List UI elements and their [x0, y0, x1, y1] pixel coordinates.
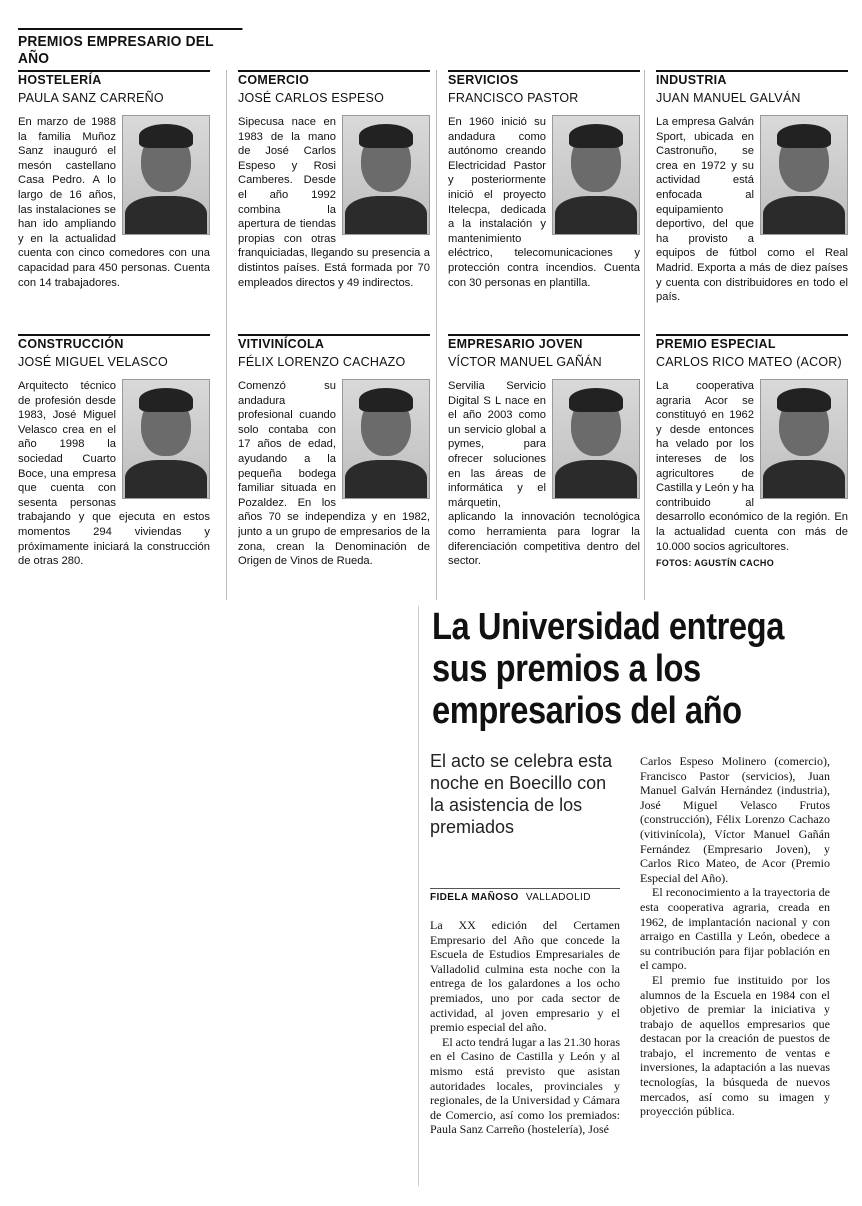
award-card-industria [656, 70, 848, 322]
award-description: La cooperativa agraria Acor se constituyó en 1962 y desde entonces ha velado por los intereses de los agricultores de Castilla y León y ha contribuido al desarrollo económico de la región. En la actualidad cuenta con más de 10.000 socios agricultores. [656, 380, 848, 553]
award-card-construccion [18, 334, 210, 586]
winner-photo [552, 379, 640, 499]
award-category: PREMIO ESPECIAL [656, 334, 848, 351]
column-divider [226, 70, 227, 600]
winner-photo [760, 115, 848, 235]
award-description: Servilia Servicio Digital S L nace en el año 2003 como un servicio global a pymes, para ofrecer soluciones en las áreas de informática y el márquetin, aplicando la innovación tecnológica como herramienta para lograr la diferenciación competitiva dentro del sector. [448, 380, 640, 568]
article-headline: La Universidad entrega sus premios a los empresarios del año [432, 606, 784, 732]
award-description: Arquitecto técnico de profesión desde 1983, José Miguel Velasco crea en el año 1998 la sociedad Cuarto Boce, una empresa que cuenta con sesenta personas trabajando y que ejecuta en estos momentos 294 viviendas y próximamente iniciará la construcción de otras 280. [18, 380, 210, 568]
article-paragraph: El reconocimiento a la trayectoria de esta cooperativa agraria, creada en 1962, de implantación nacional y con arraigo en Castilla y León, obedece a su contribución para fijar población en el campo. [640, 885, 830, 973]
article-column-right [640, 754, 830, 1119]
award-category: SERVICIOS [448, 70, 640, 87]
column-divider [436, 70, 437, 600]
award-card-hosteleria [18, 70, 210, 322]
award-category: INDUSTRIA [656, 70, 848, 87]
winner-photo [342, 379, 430, 499]
award-description: En marzo de 1988 la familia Muñoz Sanz inauguró el mesón castellano Casa Pedro. A lo largo de 16 años, las instalaciones se han ido ampliando y en la actualidad cuenta con cinco comedores con una capacidad para 450 personas. Cuenta con 14 trabajadores. [18, 116, 210, 289]
section-title: PREMIOS EMPRESARIO DEL AÑO [18, 28, 242, 67]
award-category: EMPRESARIO JOVEN [448, 334, 640, 351]
awards-grid [0, 66, 862, 602]
winner-photo [552, 115, 640, 235]
award-winner-name: JOSÉ MIGUEL VELASCO [18, 355, 168, 369]
award-card-vitivinicola [238, 334, 430, 586]
award-winner-name: JUAN MANUEL GALVÁN [656, 91, 801, 105]
award-winner-name: FÉLIX LORENZO CACHAZO [238, 355, 406, 369]
winner-photo [760, 379, 848, 499]
article-column-left [430, 918, 620, 1137]
article-paragraph: El acto tendrá lugar a las 21.30 horas en el Casino de Castilla y León y al mismo está previsto que asistan autoridades locales, provinciales y regionales, de la Universidad y Cámara de Comercio, así como los premiados: Paula Sanz Carreño (hostelería), José [430, 1034, 620, 1137]
winner-photo [342, 115, 430, 235]
award-category: VITIVINÍCOLA [238, 334, 430, 351]
article-paragraph: La XX edición del Certamen Empresario del Año que concede la Escuela de Estudios Empresariales de Valladolid culmina esta noche con la entrega de los galardones a los ocho premiados, uno por cada sector de actividad, al joven empresario y el premio especial del año. [430, 918, 620, 1035]
award-winner-name: JOSÉ CARLOS ESPESO [238, 91, 385, 105]
award-winner-name: CARLOS RICO MATEO (ACOR) [656, 355, 842, 369]
article-paragraph: Carlos Espeso Molinero (comercio), Francisco Pastor (servicios), Juan Manuel Galván Hernández (industria), José Miguel Velasco Frutos (construcción), Félix Lorenzo Cachazo (vitivinícola), Víctor Manuel Gañán Fernández (Empresario Joven), y Carlos Rico Mateo, de Acor (Premio Especial del Año). [640, 754, 830, 885]
article-paragraph: El premio fue instituido por los alumnos de la Escuela en 1984 con el objetivo de premiar la iniciativa y trabajo de aquellos empresarios que destacan por la creación de puestos de trabajo, el incremento de ventas e inversiones, la adaptación a las nuevas tecnologías, la búsqueda de nuevos mercados, así como su imagen y proyección pública. [640, 972, 830, 1119]
award-category: HOSTELERÍA [18, 70, 210, 87]
award-card-servicios [448, 70, 640, 322]
author-name: FIDELA MAÑOSO [430, 892, 519, 903]
award-card-premio-especial [656, 334, 848, 586]
award-winner-name: PAULA SANZ CARREÑO [18, 91, 164, 105]
dateline-location: VALLADOLID [525, 892, 591, 903]
award-description: Sipecusa nace en 1983 de la mano de José Carlos Espeso y Rosi Camberes. Desde el año 1992 combina la apertura de tiendas propias con otras franquiciadas, llegando su presencia a distintos países. Está formada por 70 empleados directos y 49 indirectos. [238, 116, 430, 289]
winner-photo [122, 379, 210, 499]
award-description: La empresa Galván Sport, ubicada en Castronuño, se crea en 1972 y su actividad está enfocada al equipamiento deportivo, del que ha provisto a equipos de fútbol como el Real Madrid. Exporta a más de diez países y cuenta con distribuidores en todo el país. [656, 116, 848, 304]
article-divider [418, 606, 419, 1186]
award-category: COMERCIO [238, 70, 430, 87]
article-byline [430, 888, 620, 903]
award-category: CONSTRUCCIÓN [18, 334, 210, 351]
column-divider [644, 70, 645, 600]
photo-credit: FOTOS: AGUSTÍN CACHO [656, 558, 774, 569]
award-winner-name: FRANCISCO PASTOR [448, 91, 579, 105]
article-deck: El acto se celebra esta noche en Boecillo con la asistencia de los premiados [430, 751, 613, 837]
award-winner-name: VÍCTOR MANUEL GAÑÁN [448, 355, 602, 369]
award-description: Comenzó su andadura profesional cuando solo contaba con 17 años de edad, ayudando a la pequeña bodega familiar situada en Pozaldez. En los años 70 se independiza y en 1982, junto a un grupo de empresarios de la zona, crean la Denominación de Origen de Vinos de Rueda. [238, 380, 430, 568]
award-description: En 1960 inició su andadura como autónomo creando Electricidad Pastor y posteriormente inició el proyecto Itelecpa, dedicada a la instalación y mantenimiento eléctrico, telecomunicaciones y protección contra incendios. Cuenta con 30 personas en plantilla. [448, 116, 640, 289]
award-card-comercio [238, 70, 430, 322]
winner-photo [122, 115, 210, 235]
award-card-empresario-joven [448, 334, 640, 586]
